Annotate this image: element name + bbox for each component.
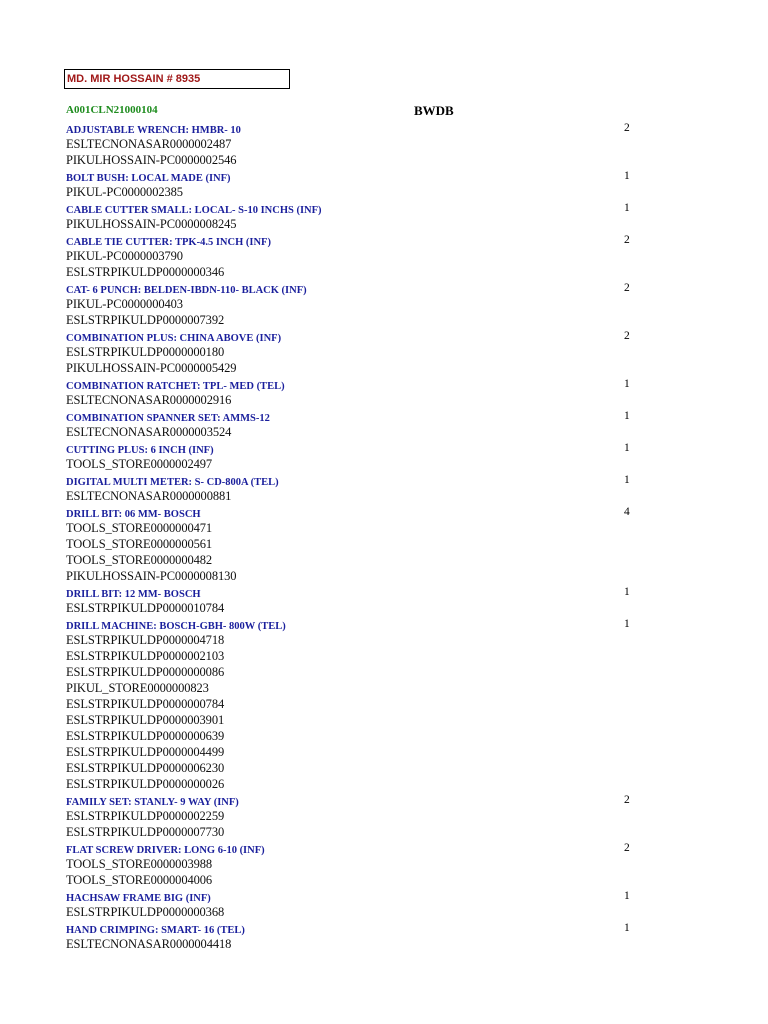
item-name: HAND CRIMPING: SMART- 16 (TEL) <box>66 925 245 936</box>
item-row <box>66 440 646 456</box>
serial-number: ESLTECNONASAR0000004418 <box>66 937 232 951</box>
item-quantity: 1 <box>624 474 630 486</box>
organization-label: BWDB <box>414 103 454 118</box>
serial-number: ESLSTRPIKULDP0000000368 <box>66 905 225 919</box>
serial-number: ESLSTRPIKULDP0000007392 <box>66 313 225 327</box>
tool-list <box>66 120 646 952</box>
item-name: COMBINATION SPANNER SET: AMMS-12 <box>66 413 270 424</box>
item-name: COMBINATION PLUS: CHINA ABOVE (INF) <box>66 333 282 344</box>
item-name: ADJUSTABLE WRENCH: HMBR- 10 <box>66 125 241 136</box>
serial-number: PIKULHOSSAIN-PC0000008245 <box>66 217 237 231</box>
serial-number: ESLSTRPIKULDP0000000784 <box>66 697 225 711</box>
item-quantity: 1 <box>624 442 630 454</box>
item-name: DRILL BIT: 12 MM- BOSCH <box>66 589 201 600</box>
item-name: DRILL BIT: 06 MM- BOSCH <box>66 509 201 520</box>
item-row <box>66 120 646 136</box>
item-name: FAMILY SET: STANLY- 9 WAY (INF) <box>66 797 239 808</box>
item-quantity: 2 <box>624 794 630 806</box>
serial-number: TOOLS_STORE0000003988 <box>66 857 213 871</box>
item-quantity: 1 <box>624 410 630 422</box>
serial-number: PIKUL_STORE0000000823 <box>66 681 209 695</box>
item-row <box>66 584 646 600</box>
item-name: FLAT SCREW DRIVER: LONG 6-10 (INF) <box>66 845 265 856</box>
serial-number: ESLSTRPIKULDP0000010784 <box>66 601 225 615</box>
serial-number: TOOLS_STORE0000004006 <box>66 873 213 887</box>
serial-number: PIKUL-PC0000002385 <box>66 185 183 199</box>
item-row <box>66 280 646 296</box>
serial-number: ESLTECNONASAR0000002916 <box>66 393 232 407</box>
serial-number: PIKUL-PC0000000403 <box>66 297 183 311</box>
item-quantity: 1 <box>624 378 630 390</box>
serial-number: PIKULHOSSAIN-PC0000002546 <box>66 153 237 167</box>
item-row <box>66 168 646 184</box>
item-row <box>66 840 646 856</box>
item-row <box>66 376 646 392</box>
item-row <box>66 408 646 424</box>
serial-number: PIKULHOSSAIN-PC0000008130 <box>66 569 237 583</box>
item-name: CABLE CUTTER SMALL: LOCAL- S-10 INCHS (INF) <box>66 205 322 216</box>
item-quantity: 1 <box>624 202 630 214</box>
item-name: BOLT BUSH: LOCAL MADE (INF) <box>66 173 231 184</box>
serial-number: ESLSTRPIKULDP0000000346 <box>66 265 225 279</box>
serial-number: TOOLS_STORE0000000482 <box>66 553 213 567</box>
serial-number: ESLSTRPIKULDP0000002103 <box>66 649 225 663</box>
item-name: HACHSAW FRAME BIG (INF) <box>66 893 211 904</box>
serial-number: TOOLS_STORE0000000471 <box>66 521 213 535</box>
item-row <box>66 504 646 520</box>
serial-number: ESLSTRPIKULDP0000000026 <box>66 777 225 791</box>
serial-number: ESLSTRPIKULDP0000003901 <box>66 713 225 727</box>
item-row <box>66 888 646 904</box>
item-quantity: 2 <box>624 122 630 134</box>
item-name: CUTTING PLUS: 6 INCH (INF) <box>66 445 214 456</box>
item-row <box>66 232 646 248</box>
item-quantity: 2 <box>624 330 630 342</box>
serial-number: ESLTECNONASAR0000000881 <box>66 489 232 503</box>
item-quantity: 2 <box>624 282 630 294</box>
serial-number: ESLSTRPIKULDP0000000086 <box>66 665 225 679</box>
serial-number: ESLSTRPIKULDP0000007730 <box>66 825 225 839</box>
serial-number: ESLTECNONASAR0000002487 <box>66 137 232 151</box>
item-quantity: 1 <box>624 618 630 630</box>
serial-number: TOOLS_STORE0000002497 <box>66 457 213 471</box>
item-name: CABLE TIE CUTTER: TPK-4.5 INCH (INF) <box>66 237 271 248</box>
item-quantity: 4 <box>624 506 630 518</box>
serial-number: ESLSTRPIKULDP0000000180 <box>66 345 225 359</box>
item-quantity: 2 <box>624 842 630 854</box>
item-row <box>66 472 646 488</box>
serial-number: ESLSTRPIKULDP0000004499 <box>66 745 225 759</box>
serial-number: PIKULHOSSAIN-PC0000005429 <box>66 361 237 375</box>
item-row <box>66 328 646 344</box>
item-quantity: 1 <box>624 922 630 934</box>
serial-number: ESLTECNONASAR0000003524 <box>66 425 232 439</box>
item-row <box>66 616 646 632</box>
item-quantity: 1 <box>624 586 630 598</box>
serial-number: ESLSTRPIKULDP0000000639 <box>66 729 225 743</box>
serial-number: ESLSTRPIKULDP0000002259 <box>66 809 225 823</box>
item-row <box>66 920 646 936</box>
item-name: CAT- 6 PUNCH: BELDEN-IBDN-110- BLACK (INF) <box>66 285 307 296</box>
item-quantity: 1 <box>624 170 630 182</box>
item-name: DIGITAL MULTI METER: S- CD-800A (TEL) <box>66 477 279 488</box>
serial-number: PIKUL-PC0000003790 <box>66 249 183 263</box>
serial-number: TOOLS_STORE0000000561 <box>66 537 213 551</box>
item-row <box>66 792 646 808</box>
item-quantity: 2 <box>624 234 630 246</box>
item-name: DRILL MACHINE: BOSCH-GBH- 800W (TEL) <box>66 621 286 632</box>
item-row <box>66 200 646 216</box>
employee-name-box: MD. MIR HOSSAIN # 8935 <box>64 69 290 89</box>
serial-number: ESLSTRPIKULDP0000006230 <box>66 761 225 775</box>
item-quantity: 1 <box>624 890 630 902</box>
serial-number: ESLSTRPIKULDP0000004718 <box>66 633 225 647</box>
document-code: A001CLN21000104 <box>66 104 158 116</box>
item-name: COMBINATION RATCHET: TPL- MED (TEL) <box>66 381 285 392</box>
